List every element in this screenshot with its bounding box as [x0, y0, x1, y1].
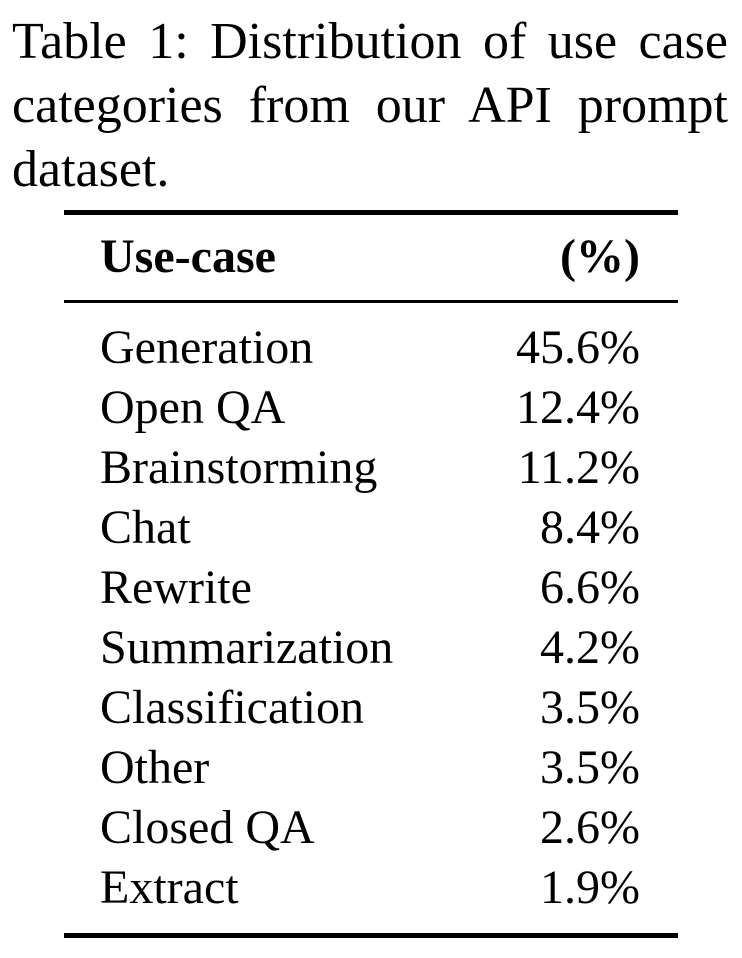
usecase-cell: Generation [100, 321, 314, 374]
table-caption: Table 1: Distribution of use case categories from our API prompt dataset. [12, 13, 728, 198]
table-bottom-rule [64, 933, 678, 938]
percent-cell: 11.2% [517, 441, 640, 494]
table-row [100, 558, 640, 618]
table-row [100, 798, 640, 858]
percent-cell: 8.4% [540, 501, 640, 554]
table-row [100, 738, 640, 798]
column-header-usecase: Use-case [100, 230, 276, 283]
table-row [100, 378, 640, 438]
percent-cell: 4.2% [540, 621, 640, 674]
table-header-rule [64, 300, 678, 303]
table-top-rule [64, 210, 678, 215]
table-row [100, 618, 640, 678]
percent-cell: 1.9% [540, 861, 640, 914]
table-row [100, 438, 640, 498]
percent-cell: 6.6% [540, 561, 640, 614]
usecase-cell: Closed QA [100, 801, 315, 854]
percent-cell: 3.5% [540, 741, 640, 794]
table-row [100, 318, 640, 378]
percent-cell: 12.4% [516, 381, 640, 434]
usecase-cell: Extract [100, 861, 239, 914]
percent-cell: 2.6% [540, 801, 640, 854]
column-header-percent: (%) [560, 230, 640, 283]
usecase-cell: Chat [100, 501, 191, 554]
usecase-cell: Summarization [100, 621, 394, 674]
table-row [100, 498, 640, 558]
table-row [100, 858, 640, 918]
usecase-cell: Open QA [100, 381, 286, 434]
table-header-row [100, 226, 640, 288]
table-row [100, 678, 640, 738]
percent-cell: 3.5% [540, 681, 640, 734]
usecase-cell: Brainstorming [100, 441, 378, 494]
percent-cell: 45.6% [516, 321, 640, 374]
table-body [100, 318, 640, 918]
usecase-cell: Classification [100, 681, 364, 734]
usecase-cell: Rewrite [100, 561, 252, 614]
usecase-cell: Other [100, 741, 210, 794]
